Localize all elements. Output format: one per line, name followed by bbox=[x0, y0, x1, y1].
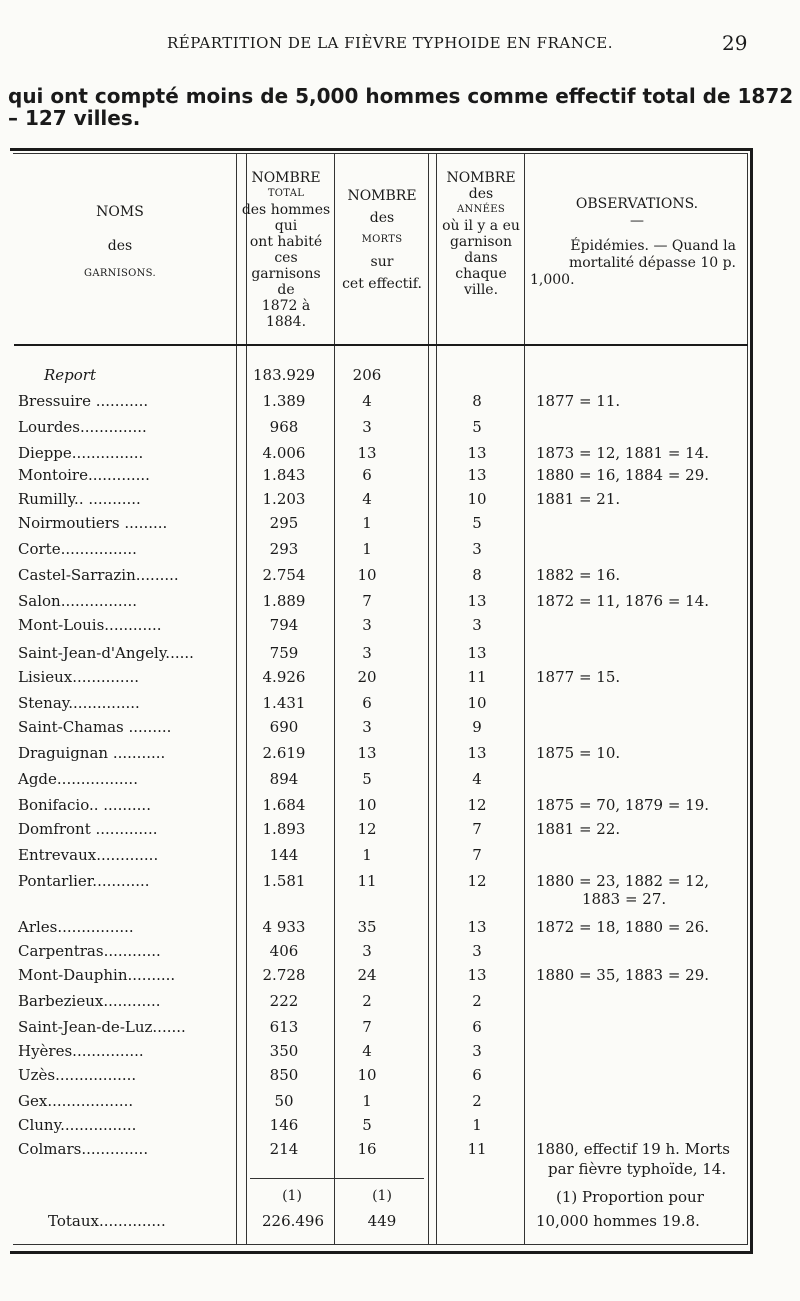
table-row bbox=[0, 770, 800, 796]
row-observation: 1872 = 11, 1876 = 14. bbox=[536, 592, 710, 610]
header-annees-l1: NOMBRE bbox=[446, 170, 516, 186]
row-name: Pontarlier............ bbox=[18, 872, 150, 890]
row-total: 1.684 bbox=[262, 796, 306, 814]
row-annees: 7 bbox=[472, 846, 482, 864]
row-name: Corte................ bbox=[18, 540, 137, 558]
row-total: 4.006 bbox=[262, 444, 306, 462]
table-row bbox=[0, 616, 800, 642]
header-annees-l2: des bbox=[468, 186, 494, 202]
header-morts-l3: MORTS bbox=[361, 234, 403, 245]
row-morts: 4 bbox=[362, 392, 372, 410]
row-total: 1.389 bbox=[262, 392, 306, 410]
row-observation: 1873 = 12, 1881 = 14. bbox=[536, 444, 710, 462]
row-morts: 16 bbox=[357, 1140, 377, 1158]
header-morts-l4: sur bbox=[370, 254, 394, 270]
row-annees: 5 bbox=[472, 418, 482, 436]
table-row bbox=[0, 592, 800, 618]
row-total: 690 bbox=[269, 718, 299, 736]
table-row bbox=[0, 1092, 800, 1118]
row-name: Bressuire ........... bbox=[18, 392, 149, 410]
obs-pontarlier-cont: 1883 = 27. bbox=[582, 890, 667, 908]
table-row bbox=[0, 668, 800, 694]
table-row bbox=[0, 846, 800, 872]
header-noms-l1: NOMS bbox=[96, 204, 144, 220]
row-observation: 1880 = 16, 1884 = 29. bbox=[536, 466, 710, 484]
row-total: 144 bbox=[269, 846, 299, 864]
row-annees: 4 bbox=[472, 770, 482, 788]
header-morts-l5: cet effectif. bbox=[342, 276, 422, 292]
header-annees-l5: garnison bbox=[449, 234, 513, 250]
row-total: 1.203 bbox=[262, 490, 306, 508]
row-name: Arles................ bbox=[18, 918, 134, 936]
row-name: Domfront ............. bbox=[18, 820, 158, 838]
table-row bbox=[0, 1066, 800, 1092]
row-annees: 2 bbox=[472, 1092, 482, 1110]
table-row bbox=[0, 1042, 800, 1068]
row-total: 759 bbox=[269, 644, 299, 662]
row-total: 406 bbox=[269, 942, 299, 960]
row-observation: 1875 = 70, 1879 = 19. bbox=[536, 796, 710, 814]
table-row bbox=[0, 490, 800, 516]
header-total-l6: ces bbox=[274, 250, 298, 266]
obs-colmars-cont: par fièvre typhoïde, 14. bbox=[548, 1160, 727, 1178]
row-annees: 1 bbox=[472, 1116, 482, 1134]
row-annees: 5 bbox=[472, 514, 482, 532]
header-total-l8: de bbox=[277, 282, 295, 298]
row-observation: 1880, effectif 19 h. Morts bbox=[536, 1140, 731, 1158]
header-observations-dash: — bbox=[630, 213, 644, 229]
table-row bbox=[0, 514, 800, 540]
table-row bbox=[0, 694, 800, 720]
row-total: 2.728 bbox=[262, 966, 306, 984]
row-morts: 5 bbox=[362, 1116, 372, 1134]
totals-note-total: (1) bbox=[282, 1188, 302, 1204]
row-observation: 1877 = 15. bbox=[536, 668, 621, 686]
obs-proportion-l2: 10,000 hommes 19.8. bbox=[536, 1212, 700, 1230]
header-noms bbox=[60, 204, 180, 282]
row-total: 968 bbox=[269, 418, 299, 436]
row-total: 146 bbox=[269, 1116, 299, 1134]
row-name: Lourdes.............. bbox=[18, 418, 147, 436]
row-morts: 20 bbox=[357, 668, 377, 686]
row-total: 1.893 bbox=[262, 820, 306, 838]
row-name: Carpentras............ bbox=[18, 942, 161, 960]
row-total: 4.926 bbox=[262, 668, 306, 686]
header-rule bbox=[14, 344, 748, 346]
table-row bbox=[0, 718, 800, 744]
row-name: Castel-Sarrazin......... bbox=[18, 566, 179, 584]
header-total-l7: garnisons bbox=[251, 266, 321, 282]
row-observation: 1881 = 21. bbox=[536, 490, 621, 508]
row-morts: 7 bbox=[362, 1018, 372, 1036]
row-morts: 6 bbox=[362, 466, 372, 484]
row-total: 2.754 bbox=[262, 566, 306, 584]
row-name: Bonifacio.. .......... bbox=[18, 796, 151, 814]
row-morts: 4 bbox=[362, 490, 372, 508]
row-name: Entrevaux............. bbox=[18, 846, 159, 864]
table-row bbox=[0, 466, 800, 492]
table-row bbox=[0, 820, 800, 846]
row-name: Salon................ bbox=[18, 592, 137, 610]
header-total-l5: ont habité bbox=[249, 234, 323, 250]
row-annees: 3 bbox=[472, 1042, 482, 1060]
row-name: Uzès................. bbox=[18, 1066, 137, 1084]
row-morts: 3 bbox=[362, 942, 372, 960]
running-head: RÉPARTITION DE LA FIÈVRE TYPHOIDE EN FRANCE. bbox=[166, 34, 614, 52]
table-row bbox=[0, 918, 800, 944]
row-morts: 1 bbox=[362, 540, 372, 558]
row-annees: 13 bbox=[467, 966, 487, 984]
row-annees: 9 bbox=[472, 718, 482, 736]
row-annees: 3 bbox=[472, 540, 482, 558]
row-morts: 4 bbox=[362, 1042, 372, 1060]
row-observation: 1877 = 11. bbox=[536, 392, 621, 410]
row-total: 350 bbox=[269, 1042, 299, 1060]
row-name: Lisieux.............. bbox=[18, 668, 140, 686]
header-annees-l4: où il y a eu bbox=[442, 218, 520, 234]
row-annees: 3 bbox=[472, 942, 482, 960]
row-morts: 24 bbox=[357, 966, 377, 984]
row-total: 295 bbox=[269, 514, 299, 532]
row-observation: 1872 = 18, 1880 = 26. bbox=[536, 918, 710, 936]
row-total: 2.619 bbox=[262, 744, 306, 762]
row-name: Mont-Dauphin.......... bbox=[18, 966, 176, 984]
row-morts: 12 bbox=[357, 820, 377, 838]
row-name: Report bbox=[44, 366, 97, 384]
row-morts: 1 bbox=[362, 846, 372, 864]
totals-note-morts: (1) bbox=[372, 1188, 392, 1204]
row-total: 1.431 bbox=[262, 694, 306, 712]
table-row bbox=[0, 1116, 800, 1142]
row-morts: 1 bbox=[362, 514, 372, 532]
header-annees-l8: ville. bbox=[463, 282, 499, 298]
row-name: Saint-Jean-de-Luz....... bbox=[18, 1018, 186, 1036]
row-annees: 13 bbox=[467, 918, 487, 936]
row-annees: 10 bbox=[467, 694, 487, 712]
row-name: Barbezieux............ bbox=[18, 992, 161, 1010]
row-observation: 1880 = 23, 1882 = 12, bbox=[536, 872, 710, 890]
row-name: Stenay............... bbox=[18, 694, 140, 712]
row-total: 222 bbox=[269, 992, 299, 1010]
row-annees: 13 bbox=[467, 592, 487, 610]
row-annees: 7 bbox=[472, 820, 482, 838]
row-annees: 13 bbox=[467, 444, 487, 462]
header-annees bbox=[436, 170, 526, 298]
row-morts: 35 bbox=[357, 918, 377, 936]
row-annees: 6 bbox=[472, 1018, 482, 1036]
row-annees: 6 bbox=[472, 1066, 482, 1084]
row-name: Saint-Chamas ......... bbox=[18, 718, 172, 736]
obs-proportion-l1: (1) Proportion pour bbox=[556, 1188, 704, 1206]
header-total-l2: TOTAL bbox=[267, 188, 305, 199]
row-morts: 7 bbox=[362, 592, 372, 610]
totals-rule bbox=[250, 1178, 424, 1179]
row-name: Gex.................. bbox=[18, 1092, 134, 1110]
row-name: Mont-Louis............ bbox=[18, 616, 162, 634]
row-annees: 2 bbox=[472, 992, 482, 1010]
row-name: Draguignan ........... bbox=[18, 744, 166, 762]
table-row bbox=[0, 644, 800, 670]
row-total: 50 bbox=[274, 1092, 294, 1110]
table-row bbox=[0, 540, 800, 566]
row-total: 4 933 bbox=[262, 918, 306, 936]
row-morts: 6 bbox=[362, 694, 372, 712]
table-row bbox=[0, 566, 800, 592]
row-morts: 13 bbox=[357, 444, 377, 462]
caption-line-1: qui ont compté moins de 5,000 hommes comme effectif total de 1872 bbox=[8, 84, 794, 108]
row-name: Rumilly.. ........... bbox=[18, 490, 141, 508]
row-annees: 12 bbox=[467, 796, 487, 814]
table-row bbox=[0, 872, 800, 898]
row-annees: 13 bbox=[467, 466, 487, 484]
row-name: Dieppe............... bbox=[18, 444, 144, 462]
row-morts: 5 bbox=[362, 770, 372, 788]
header-annees-l3: ANNÉES bbox=[457, 204, 505, 215]
row-annees: 8 bbox=[472, 392, 482, 410]
row-morts: 13 bbox=[357, 744, 377, 762]
table-row bbox=[0, 744, 800, 770]
header-annees-l7: chaque bbox=[455, 266, 507, 282]
row-total: 1.889 bbox=[262, 592, 306, 610]
row-total: 214 bbox=[269, 1140, 299, 1158]
row-observation: 1880 = 35, 1883 = 29. bbox=[536, 966, 710, 984]
row-annees: 8 bbox=[472, 566, 482, 584]
row-name: Saint-Jean-d'Angely...... bbox=[18, 644, 194, 662]
totals-morts: 449 bbox=[367, 1212, 397, 1230]
totals-label: Totaux.............. bbox=[48, 1212, 166, 1230]
row-morts: 3 bbox=[362, 616, 372, 634]
row-name: Montoire............. bbox=[18, 466, 150, 484]
row-annees: 12 bbox=[467, 872, 487, 890]
row-annees: 10 bbox=[467, 490, 487, 508]
caption-line-2: – 127 villes. bbox=[8, 106, 141, 130]
table-row bbox=[0, 392, 800, 418]
table-row bbox=[0, 992, 800, 1018]
row-annees: 13 bbox=[467, 744, 487, 762]
header-observations-l1: Épidémies. — Quand la bbox=[570, 238, 736, 254]
header-observations-l3: 1,000. bbox=[530, 272, 575, 288]
totals-total: 226.496 bbox=[261, 1212, 325, 1230]
header-noms-l2: des bbox=[107, 238, 133, 254]
header-morts-l1: NOMBRE bbox=[347, 188, 417, 204]
row-annees: 13 bbox=[467, 644, 487, 662]
table-row bbox=[0, 1018, 800, 1044]
row-total: 850 bbox=[269, 1066, 299, 1084]
header-total-l1: NOMBRE bbox=[251, 170, 321, 186]
header-annees-l6: dans bbox=[464, 250, 498, 266]
table-row bbox=[0, 366, 800, 392]
row-morts: 3 bbox=[362, 418, 372, 436]
row-morts: 1 bbox=[362, 1092, 372, 1110]
row-total: 293 bbox=[269, 540, 299, 558]
header-total-l4: qui bbox=[274, 218, 298, 234]
row-morts: 10 bbox=[357, 1066, 377, 1084]
row-name: Hyères............... bbox=[18, 1042, 144, 1060]
row-name: Noirmoutiers ......... bbox=[18, 514, 168, 532]
header-total-l9: 1872 à 1884. bbox=[261, 298, 311, 330]
table-row bbox=[0, 418, 800, 444]
row-total: 1.581 bbox=[262, 872, 306, 890]
row-total: 613 bbox=[269, 1018, 299, 1036]
header-morts-l2: des bbox=[369, 210, 395, 226]
header-observations bbox=[530, 196, 744, 289]
row-morts: 206 bbox=[352, 366, 382, 384]
row-morts: 11 bbox=[357, 872, 377, 890]
table-row bbox=[0, 942, 800, 968]
row-total: 794 bbox=[269, 616, 299, 634]
header-noms-l3: GARNISONS. bbox=[84, 268, 156, 279]
header-total-l3: des hommes bbox=[241, 202, 331, 218]
table-row bbox=[0, 796, 800, 822]
header-morts bbox=[336, 188, 428, 292]
table-row bbox=[0, 966, 800, 992]
header-total bbox=[240, 170, 332, 330]
row-observation: 1875 = 10. bbox=[536, 744, 621, 762]
row-morts: 3 bbox=[362, 644, 372, 662]
row-name: Colmars.............. bbox=[18, 1140, 149, 1158]
row-annees: 11 bbox=[467, 1140, 487, 1158]
row-observation: 1881 = 22. bbox=[536, 820, 621, 838]
row-morts: 3 bbox=[362, 718, 372, 736]
row-total: 183.929 bbox=[252, 366, 316, 384]
row-annees: 11 bbox=[467, 668, 487, 686]
row-name: Agde................. bbox=[18, 770, 138, 788]
row-name: Cluny................ bbox=[18, 1116, 137, 1134]
page-number: 29 bbox=[722, 31, 748, 55]
row-total: 1.843 bbox=[262, 466, 306, 484]
header-observations-l2: mortalité dépasse 10 p. bbox=[568, 255, 736, 271]
row-morts: 10 bbox=[357, 796, 377, 814]
row-observation: 1882 = 16. bbox=[536, 566, 621, 584]
row-annees: 3 bbox=[472, 616, 482, 634]
row-morts: 10 bbox=[357, 566, 377, 584]
header-observations-title: OBSERVATIONS. bbox=[575, 196, 699, 212]
row-morts: 2 bbox=[362, 992, 372, 1010]
row-total: 894 bbox=[269, 770, 299, 788]
